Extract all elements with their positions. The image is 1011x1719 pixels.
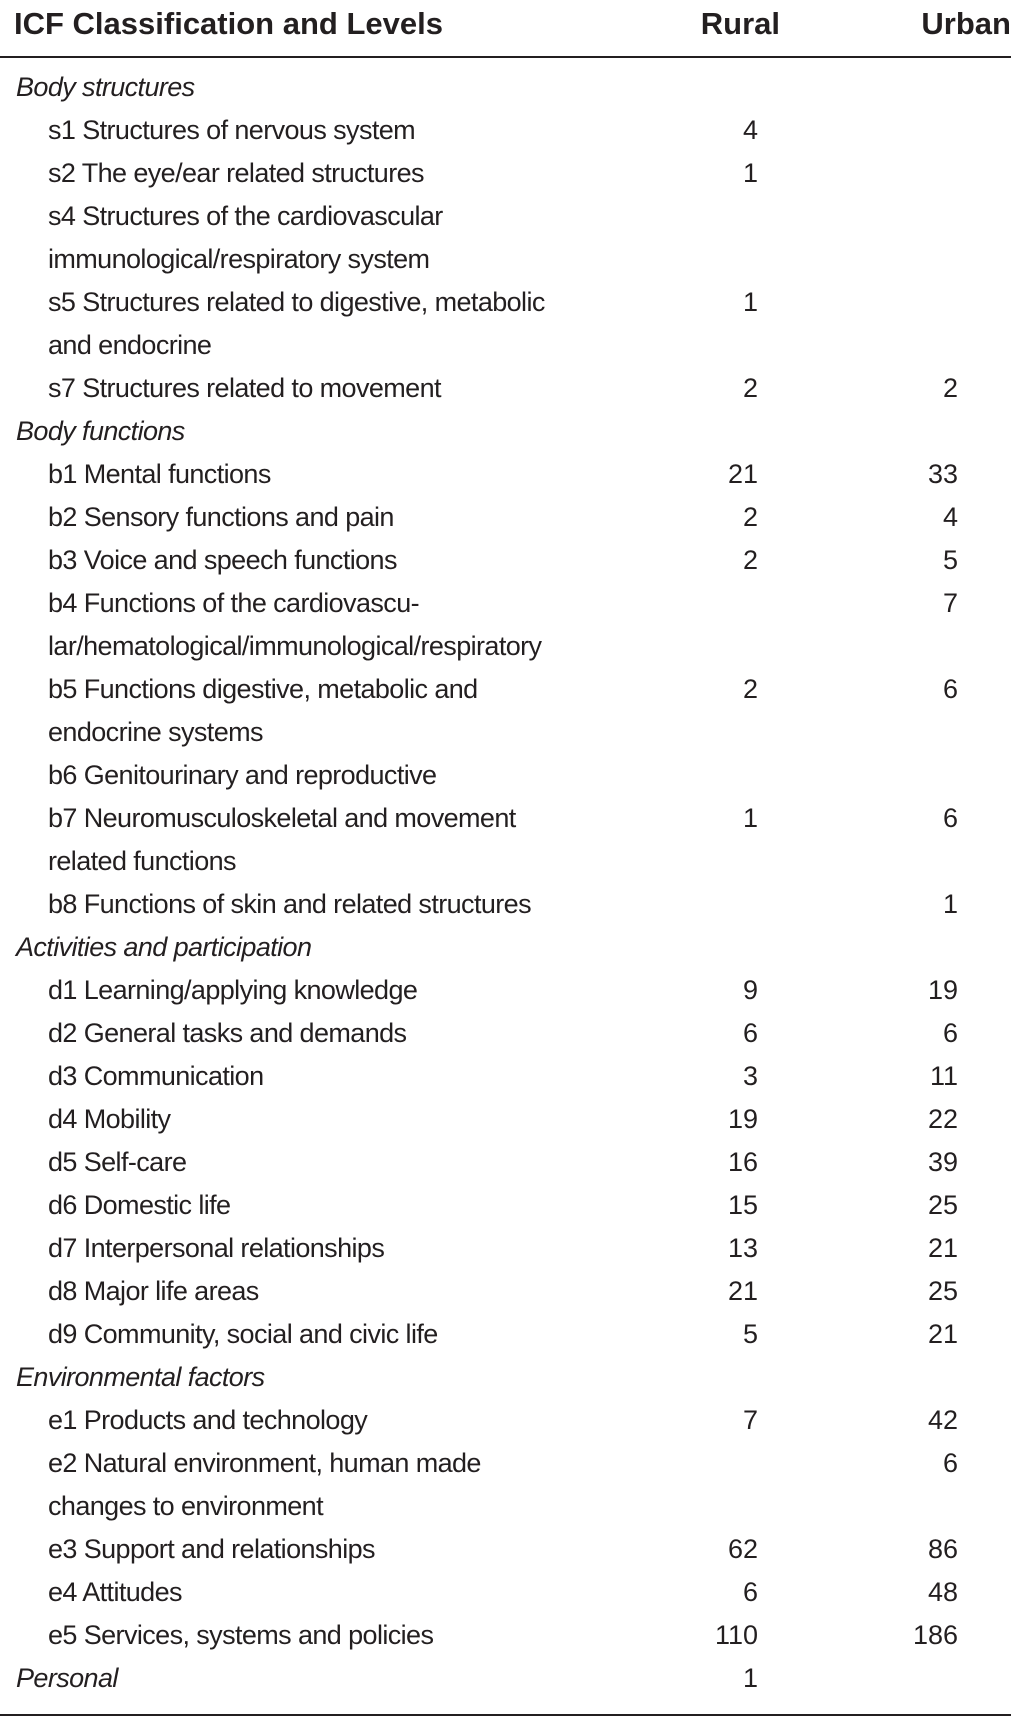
table-row xyxy=(0,109,1011,152)
category-row xyxy=(0,410,1011,453)
row-label: e3 Support and relationships xyxy=(48,1534,375,1564)
table-header xyxy=(0,0,1011,58)
rural-value: 5 xyxy=(742,1319,758,1349)
row-label: d3 Communication xyxy=(48,1061,264,1091)
table-row xyxy=(0,1184,1011,1227)
category-row xyxy=(0,926,1011,969)
table-row xyxy=(0,1614,1011,1657)
table-row xyxy=(0,367,1011,410)
table-row xyxy=(0,1270,1011,1313)
row-label: e5 Services, systems and policies xyxy=(48,1620,434,1650)
row-label: d9 Community, social and civic life xyxy=(48,1319,438,1349)
row-label: d2 General tasks and demands xyxy=(48,1018,407,1048)
table-row xyxy=(0,195,1011,281)
row-label: b7 Neuromusculoskeletal and movement related functions xyxy=(48,803,516,876)
row-label: s7 Structures related to movement xyxy=(48,373,441,403)
urban-value: 21 xyxy=(927,1319,958,1349)
row-label: d1 Learning/applying knowledge xyxy=(48,975,418,1005)
table-row xyxy=(0,883,1011,926)
row-label: s1 Structures of nervous system xyxy=(48,115,416,145)
rural-value: 16 xyxy=(727,1147,758,1177)
row-label: e1 Products and technology xyxy=(48,1405,368,1435)
rural-value: 62 xyxy=(727,1534,758,1564)
rural-value: 6 xyxy=(742,1577,758,1607)
category-label: Environmental factors xyxy=(16,1362,265,1392)
table-row xyxy=(0,281,1011,367)
row-label: b6 Genitourinary and reproductive xyxy=(48,760,437,790)
row-label: s4 Structures of the cardiovascular immunological/respiratory system xyxy=(48,201,443,274)
urban-value: 11 xyxy=(929,1061,958,1091)
rural-value: 2 xyxy=(742,674,758,704)
row-label: d4 Mobility xyxy=(48,1104,171,1134)
urban-value: 4 xyxy=(942,502,958,532)
category-label: Personal xyxy=(16,1663,118,1693)
table-row xyxy=(0,1313,1011,1356)
rural-value: 15 xyxy=(727,1190,758,1220)
urban-value: 5 xyxy=(942,545,958,575)
row-label: d7 Interpersonal relationships xyxy=(48,1233,385,1263)
row-label: e2 Natural environment, human made changes to environment xyxy=(48,1448,481,1521)
rural-value: 3 xyxy=(742,1061,758,1091)
category-label: Activities and participation xyxy=(16,932,312,962)
header-urban: Urban xyxy=(921,6,1011,41)
row-label: b3 Voice and speech functions xyxy=(48,545,397,575)
header-rural: Rural xyxy=(700,6,780,41)
rural-value: 21 xyxy=(727,459,758,489)
row-label: d8 Major life areas xyxy=(48,1276,259,1306)
urban-value: 6 xyxy=(942,1448,958,1478)
table-row xyxy=(0,797,1011,883)
row-label: b1 Mental functions xyxy=(48,459,271,489)
table-row xyxy=(0,539,1011,582)
urban-value: 19 xyxy=(927,975,958,1005)
category-row xyxy=(0,66,1011,109)
category-row xyxy=(0,1657,1011,1700)
urban-value: 7 xyxy=(942,588,958,618)
rural-value: 1 xyxy=(742,287,758,317)
urban-value: 1 xyxy=(942,889,958,919)
urban-value: 6 xyxy=(942,1018,958,1048)
rural-value: 4 xyxy=(742,115,758,145)
urban-value: 48 xyxy=(927,1577,958,1607)
table-row xyxy=(0,1012,1011,1055)
table-row xyxy=(0,1098,1011,1141)
table-row xyxy=(0,754,1011,797)
urban-value: 6 xyxy=(942,803,958,833)
rural-value: 13 xyxy=(727,1233,758,1263)
row-label: b8 Functions of skin and related structures xyxy=(48,889,531,919)
rural-value: 1 xyxy=(742,158,758,188)
urban-value: 25 xyxy=(927,1276,958,1306)
urban-value: 2 xyxy=(942,373,958,403)
row-label: d6 Domestic life xyxy=(48,1190,231,1220)
row-label: b5 Functions digestive, metabolic and endocrine systems xyxy=(48,674,478,747)
table-row xyxy=(0,668,1011,754)
rural-value: 7 xyxy=(742,1405,758,1435)
urban-value: 42 xyxy=(927,1405,958,1435)
row-label: b2 Sensory functions and pain xyxy=(48,502,394,532)
rural-value: 1 xyxy=(742,803,758,833)
table-row xyxy=(0,496,1011,539)
table-row xyxy=(0,152,1011,195)
table-bottom-rule xyxy=(0,1714,1011,1716)
table-row xyxy=(0,582,1011,668)
table-row xyxy=(0,1399,1011,1442)
rural-value: 19 xyxy=(727,1104,758,1134)
urban-value: 25 xyxy=(927,1190,958,1220)
urban-value: 33 xyxy=(927,459,958,489)
urban-value: 6 xyxy=(942,674,958,704)
rural-value: 2 xyxy=(742,373,758,403)
row-label: s5 Structures related to digestive, metabolic and endocrine xyxy=(48,287,545,360)
table-row xyxy=(0,1442,1011,1528)
table-row xyxy=(0,1571,1011,1614)
header-category: ICF Classification and Levels xyxy=(14,6,443,41)
table-row xyxy=(0,969,1011,1012)
urban-value: 22 xyxy=(927,1104,958,1134)
category-label: Body functions xyxy=(16,416,185,446)
row-label: e4 Attitudes xyxy=(48,1577,182,1607)
row-label: b4 Functions of the cardiovascu- lar/hematological/immunological/respiratory xyxy=(48,588,542,661)
table-row xyxy=(0,1141,1011,1184)
rural-value: 9 xyxy=(742,975,758,1005)
urban-value: 39 xyxy=(927,1147,958,1177)
rural-value: 6 xyxy=(742,1018,758,1048)
urban-value: 86 xyxy=(927,1534,958,1564)
rural-value: 2 xyxy=(742,545,758,575)
rural-value: 110 xyxy=(714,1620,758,1650)
table-body xyxy=(0,66,1011,1700)
table-row xyxy=(0,453,1011,496)
urban-value: 186 xyxy=(912,1620,958,1650)
table-row xyxy=(0,1055,1011,1098)
row-label: s2 The eye/ear related structures xyxy=(48,158,424,188)
row-label: d5 Self-care xyxy=(48,1147,187,1177)
urban-value: 21 xyxy=(927,1233,958,1263)
category-label: Body structures xyxy=(16,72,195,102)
table-row xyxy=(0,1528,1011,1571)
category-row xyxy=(0,1356,1011,1399)
rural-value: 1 xyxy=(742,1663,758,1693)
rural-value: 21 xyxy=(727,1276,758,1306)
table-row xyxy=(0,1227,1011,1270)
rural-value: 2 xyxy=(742,502,758,532)
